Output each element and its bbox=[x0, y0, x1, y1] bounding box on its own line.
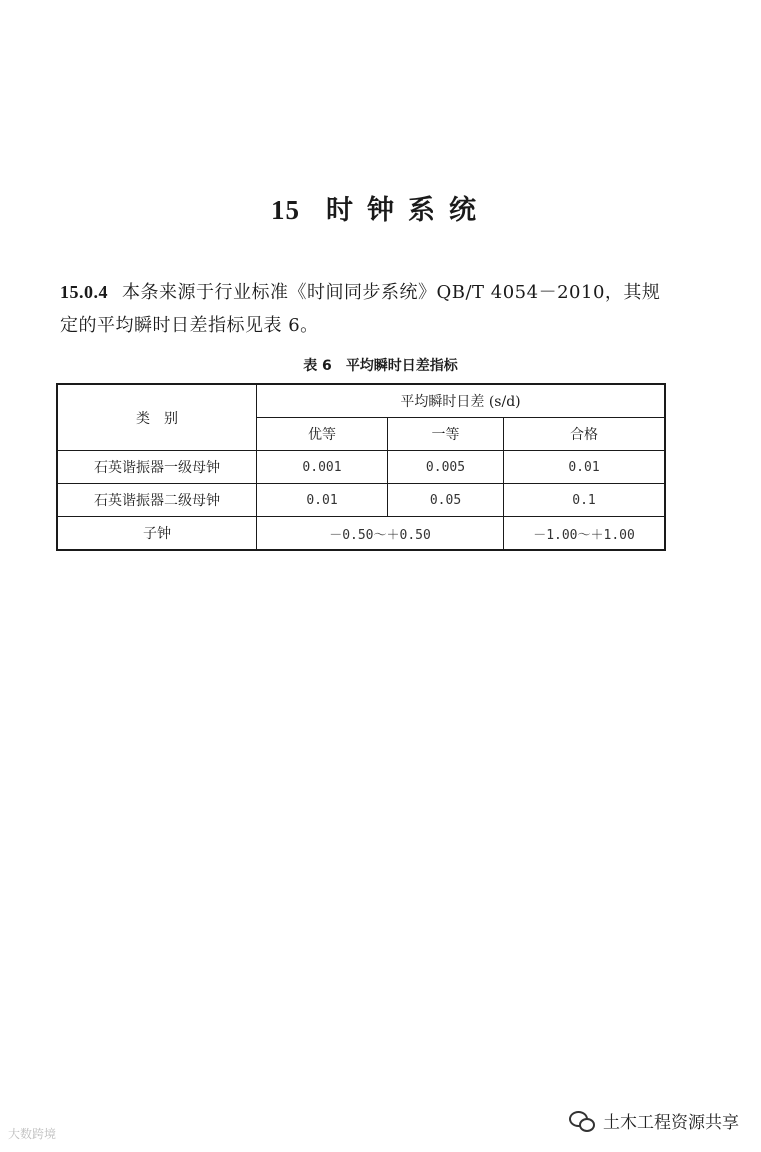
brand-text: 土木工程资源共享 bbox=[603, 1113, 739, 1133]
table-row bbox=[57, 517, 665, 551]
header-group: 平均瞬时日差 (s/d) bbox=[257, 384, 666, 418]
row-category: 石英谐振器二级母钟 bbox=[57, 484, 257, 517]
cell-value: 0.05 bbox=[388, 484, 504, 517]
watermark-left bbox=[8, 1125, 56, 1142]
row-category: 石英谐振器一级母钟 bbox=[57, 451, 257, 484]
clause-number: 15.0.4 bbox=[60, 282, 108, 302]
table-caption-title: 平均瞬时日差指标 bbox=[345, 358, 458, 374]
cell-value: 0.001 bbox=[257, 451, 388, 484]
cell-value: 0.01 bbox=[504, 451, 666, 484]
brand-watermark bbox=[569, 1108, 739, 1133]
watermark-text: 大数跨境 bbox=[8, 1127, 57, 1141]
table-header-row bbox=[57, 384, 665, 418]
cell-merged-value: －0.50～＋0.50 bbox=[257, 517, 504, 551]
header-grade: 合格 bbox=[504, 418, 666, 451]
header-category: 类 别 bbox=[57, 384, 257, 451]
row-category: 子钟 bbox=[57, 517, 257, 551]
clause-text: 本条来源于行业标准《时间同步系统》QB/T 4054－2010，其规定的平均瞬时日差指标见表 6。 bbox=[60, 282, 661, 336]
cell-value: 0.01 bbox=[257, 484, 388, 517]
daily-rate-table bbox=[56, 383, 666, 551]
cell-value: 0.005 bbox=[388, 451, 504, 484]
table-row bbox=[57, 484, 665, 517]
chapter-title bbox=[0, 188, 761, 227]
table-caption bbox=[0, 355, 761, 375]
wechat-icon bbox=[569, 1111, 595, 1131]
cell-value: －1.00～＋1.00 bbox=[504, 517, 666, 551]
table-row bbox=[57, 451, 665, 484]
cell-value: 0.1 bbox=[504, 484, 666, 517]
clause-paragraph bbox=[60, 276, 670, 342]
chapter-name: 时钟系统 bbox=[326, 195, 490, 226]
table-caption-number: 表 6 bbox=[303, 358, 332, 374]
header-grade: 优等 bbox=[257, 418, 388, 451]
header-grade: 一等 bbox=[388, 418, 504, 451]
chapter-number: 15 bbox=[271, 195, 300, 225]
